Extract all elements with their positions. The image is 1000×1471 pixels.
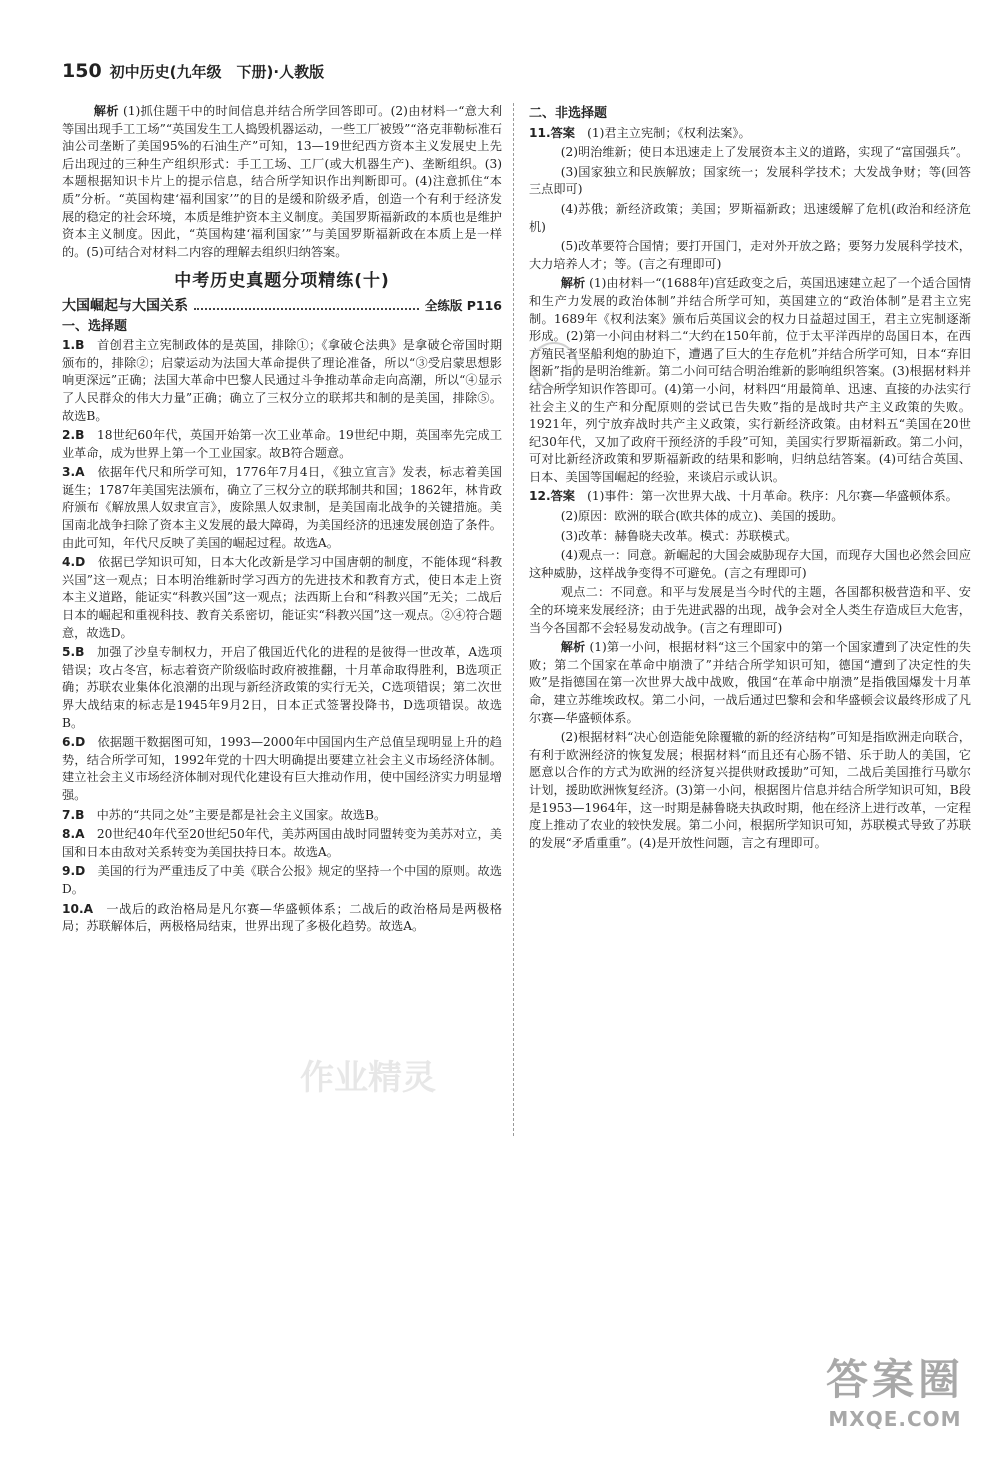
item-text: 美国的行为严重违反了中美《联合公报》规定的坚持一个中国的原则。故选D。 bbox=[62, 864, 502, 896]
page-number: 150 bbox=[62, 60, 102, 82]
book-title: 初中历史(九年级 下册)·人教版 bbox=[109, 63, 325, 81]
site-watermark-text: 答案圈 bbox=[825, 1355, 964, 1404]
q12-analysis bbox=[529, 639, 971, 727]
item-text: 依据题干数据图可知，1993—2000年中国国内生产总值呈现明显上升的趋势，结合所学可知，1992年党的十四大明确提出要建立社会主义市场经济体制。建立社会主义市场经济体制对现代化建设有巨大推动作用，使中国经济实力明显增强。 bbox=[62, 735, 502, 802]
answer-item bbox=[62, 644, 502, 732]
section-title: 中考历史真题分项精练(十) bbox=[174, 271, 390, 292]
answer-label: 答案 bbox=[550, 489, 575, 504]
item-number: 2.B bbox=[62, 428, 85, 443]
choice-heading: 一、选择题 bbox=[62, 318, 128, 334]
left-column bbox=[62, 103, 502, 938]
q11-answer-line bbox=[529, 125, 971, 143]
site-watermark bbox=[826, 1347, 964, 1431]
answer-item bbox=[62, 337, 502, 425]
answer-text: (4)观点一：同意。新崛起的大国会威胁现存大国，而现存大国也必然会回应这种威胁，这样战争变得不可避免。(言之有理即可) bbox=[529, 548, 971, 580]
analysis-text: (1)抓住题干中的时间信息并结合所学回答即可。(2)由材料一“意大利等国出现手工工场”“英国发生工人捣毁机器运动，一些工厂被毁”“洛克菲勒标准石油公司垄断了美国95%的石油生产”可知，13—19世纪西方资本主义发展史上先后出现过的三种生产组织形式：手工工场、工厂(或大机器生产)、垄断组织。(3)本题根据知识卡片上的提示信息，结合所学知识作出判断即可。(4)注意抓住“本质”分析。“英国构建‘福利国家’”的目的是缓和阶级矛盾，创造一个有利于经济发展的稳定的社会环境，本质是维护资本主义制度。美国罗斯福新政的本质也是维护资本主义制度。因此，“英国构建‘福利国家’”与美国罗斯福新政在本质上是一样的。(5)可结合对材料二内容的理解去组织归纳答案。 bbox=[62, 104, 503, 259]
answer-item bbox=[62, 807, 502, 825]
answer-text: (5)改革要符合国情；要打开国门，走对外开放之路；要努力发展科学技术，大力培养人才；等。(言之有理即可) bbox=[529, 239, 971, 271]
item-number: 9.D bbox=[62, 864, 86, 879]
page-ref: 全练版 P116 bbox=[424, 297, 502, 313]
answer-item bbox=[62, 464, 502, 552]
item-text: 加强了沙皇专制权力，开启了俄国近代化的进程的是彼得一世改革，A选项错误；攻占冬宫，标志着资产阶级临时政府被推翻，十月革命取得胜利，B选项正确；苏联农业集体化浪潮的出现与新经济政策的实行无关，C选项错误；第二次世界大战结束的标志是1945年9月2日，日本正式签署投降书，D选项错误。故选B。 bbox=[62, 645, 502, 730]
analysis-text: (1)由材料一“(1688年)宫廷政变之后，英国迅速建立起了一个适合国情和生产力发展的政治体制”并结合所学可知，英国建立的“政治体制”是君主立宪制。1689年《权利法案》颁布后英国议会的权力日益超过国王，君主立宪制逐渐形成。(2)第一小问由材料二“大约在150年前，位于太平洋西岸的岛国日本，在西方殖民者坚船利炮的胁迫下，遭遇了巨大的生存危机”并结合所学可知，日本“弃旧图新”指的是明治维新。第二小问可结合明治维新的影响组织答案。(3)根据材料并结合所学知识作答即可。(4)第一小问，材料四“用最简单、迅速、直接的办法实行社会主义的生产和分配原则的尝试已告失败”指的是战时共产主义政策的失败。1921年，列宁放弃战时共产主义政策，实行新经济政策。由材料五“美国在20世纪30年代，又加了政府干预经济的手段”可知，美国实行罗斯福新政。第二小问，可对比新经济政策和罗斯福新政的结果和影响，归纳总结答案。(4)可结合英国、日本、美国等国崛起的经验，来谈启示或认识。 bbox=[529, 276, 972, 484]
item-number: 1.B bbox=[62, 338, 85, 353]
item-number: 10.A bbox=[62, 901, 94, 916]
answer-text: 观点二：不同意。和平与发展是当今时代的主题，各国都积极营造和平、安全的环境来发展经济；由于先进武器的出现，战争会对全人类生存造成巨大危害，当今各国都不会轻易发动战争。(言之有理即可) bbox=[529, 585, 971, 635]
item-number: 8.A bbox=[62, 827, 85, 842]
leader-dots bbox=[194, 308, 419, 310]
right-column bbox=[529, 103, 971, 854]
prev-analysis bbox=[62, 103, 502, 261]
item-text: 首创君主立宪制政体的是英国，排除①；《拿破仑法典》是拿破仑帝国时期颁布的，排除②；启蒙运动为法国大革命提供了理论准备，所以“③受启蒙思想影响更深远”正确；法国大革命中巴黎人民通过斗争推动革命走向高潮，所以“④显示了人民群众的伟大力量”正确；确立了三权分立的联邦共和制的是美国，排除⑤。故选B。 bbox=[62, 338, 503, 423]
answer-item bbox=[62, 863, 502, 898]
q12-answer-line bbox=[529, 488, 971, 506]
item-number: 7.B bbox=[62, 807, 85, 822]
column-divider bbox=[513, 103, 514, 1136]
analysis-label: 解析 bbox=[560, 640, 586, 655]
analysis-label: 解析 bbox=[560, 276, 586, 291]
page-header bbox=[62, 60, 324, 86]
item-text: 中苏的“共同之处”主要是都是社会主义国家。故选B。 bbox=[96, 807, 387, 822]
item-number: 5.B bbox=[62, 645, 85, 660]
analysis-label: 解析 bbox=[93, 104, 119, 118]
item-number: 4.D bbox=[62, 555, 86, 570]
item-text: 依据年代尺和所学可知，1776年7月4日，《独立宣言》发表，标志着美国诞生；1787年美国宪法颁布，确立了三权分立的联邦制共和国；1862年，林肯政府颁布《解放黑人奴隶宣言》，废除黑人奴隶制，是美国南北战争的关键措施。美国南北战争扫除了资本主义发展的最大障碍，为美国经济的迅速发展创造了条件。由此可知，年代尺反映了美国的崛起过程。故选A。 bbox=[62, 465, 502, 550]
answer-text: (1)事件：第一次世界大战、十月革命。秩序：凡尔赛—华盛顿体系。 bbox=[587, 489, 958, 504]
item-text: 依据已学知识可知，日本大化改新是学习中国唐朝的制度，不能体现“科教兴国”这一观点；日本明治维新时学习西方的先进技术和教育方式，使日本走上资本主义道路，能证实“科教兴国”这一观点；法西斯上台和“科教兴国”无关；二战后日本的崛起和重视科技、教育关系密切，能证实“科教兴国”这一观点。②④符合题意，故选D。 bbox=[62, 555, 503, 640]
answer-item bbox=[62, 427, 502, 462]
answer-item bbox=[62, 734, 502, 804]
site-watermark-url: MXQE.COM bbox=[828, 1407, 962, 1431]
center-watermark: 作业精灵 bbox=[300, 1058, 436, 1098]
stamp-mark bbox=[530, 342, 578, 390]
item-number: 6.D bbox=[62, 735, 86, 750]
q11-analysis bbox=[529, 275, 971, 486]
q11-number: 11. bbox=[529, 125, 551, 140]
answer-text: (3)国家独立和民族解放；国家统一；发展科学技术；大发战争财；等(回答三点即可) bbox=[529, 164, 971, 197]
item-text: 一战后的政治格局是凡尔赛—华盛顿体系；二战后的政治格局是两极格局；苏联解体后，两极格局结束，世界出现了多极化趋势。故选A。 bbox=[62, 901, 503, 934]
analysis-text: (1)第一小问，根据材料“这三个国家中的第一个国家遭到了决定性的失败；第二个国家在革命中崩溃了”并结合所学知识可知，德国“遭到了决定性的失败”是指德国在第一次世界大战中战败，俄国“在革命中崩溃”是指俄国爆发十月革命，建立苏维埃政权。第二小问，一战后通过巴黎和会和华盛顿会议最终形成了凡尔赛—华盛顿体系。 bbox=[529, 640, 971, 725]
answer-text: (3)改革：赫鲁晓夫改革。模式：苏联模式。 bbox=[560, 528, 798, 543]
answer-text: (4)苏俄；新经济政策；美国；罗斯福新政；迅速缓解了危机(政治和经济危机) bbox=[529, 201, 971, 234]
answer-text: (2)明治维新；使日本迅速走上了发展资本主义的道路，实现了“富国强兵”。 bbox=[560, 145, 969, 160]
item-text: 18世纪60年代，英国开始第一次工业革命。19世纪中期，英国率先完成工业革命，成为世界上第一个工业国家。故B符合题意。 bbox=[62, 428, 503, 460]
answer-item bbox=[62, 826, 502, 861]
answer-label: 答案 bbox=[550, 125, 575, 140]
subsection-title: 大国崛起与大国关系 bbox=[62, 297, 188, 314]
answer-text: (1)君主立宪制；《权利法案》。 bbox=[587, 125, 751, 140]
answer-item bbox=[62, 901, 502, 936]
item-number: 3.A bbox=[62, 465, 85, 480]
nonchoice-heading: 二、非选择题 bbox=[529, 106, 608, 121]
item-text: 20世纪40年代至20世纪50年代，美苏两国由战时同盟转变为美苏对立，美国和日本由敌对关系转变为美国扶持日本。故选A。 bbox=[62, 827, 502, 859]
analysis-text: (2)根据材料“决心创造能免除覆辙的新的经济结构”可知是指欧洲走向联合，有利于欧洲经济的恢复发展；根据材料“而且还有心肠不错、乐于助人的美国，它愿意以合作的方式为欧洲的经济复兴提供财政援助”可知，二战后美国推行马歇尔计划，援助欧洲恢复经济。(3)第一小问，根据图片信息并结合所学知识可知，B段是1953—1964年，这一时期是赫鲁晓夫执政时期，他在经济上进行改革，一定程度上推动了农业的较快发展。第二小问，根据所学知识可知，苏联模式导致了苏联的发展“矛盾重重”。(4)是开放性问题，言之有理即可。 bbox=[529, 730, 971, 850]
subsection-header bbox=[62, 297, 502, 316]
answer-item bbox=[62, 554, 502, 642]
q12-number: 12. bbox=[529, 489, 551, 504]
answer-text: (2)原因：欧洲的联合(欧共体的成立)、美国的援助。 bbox=[560, 509, 844, 524]
